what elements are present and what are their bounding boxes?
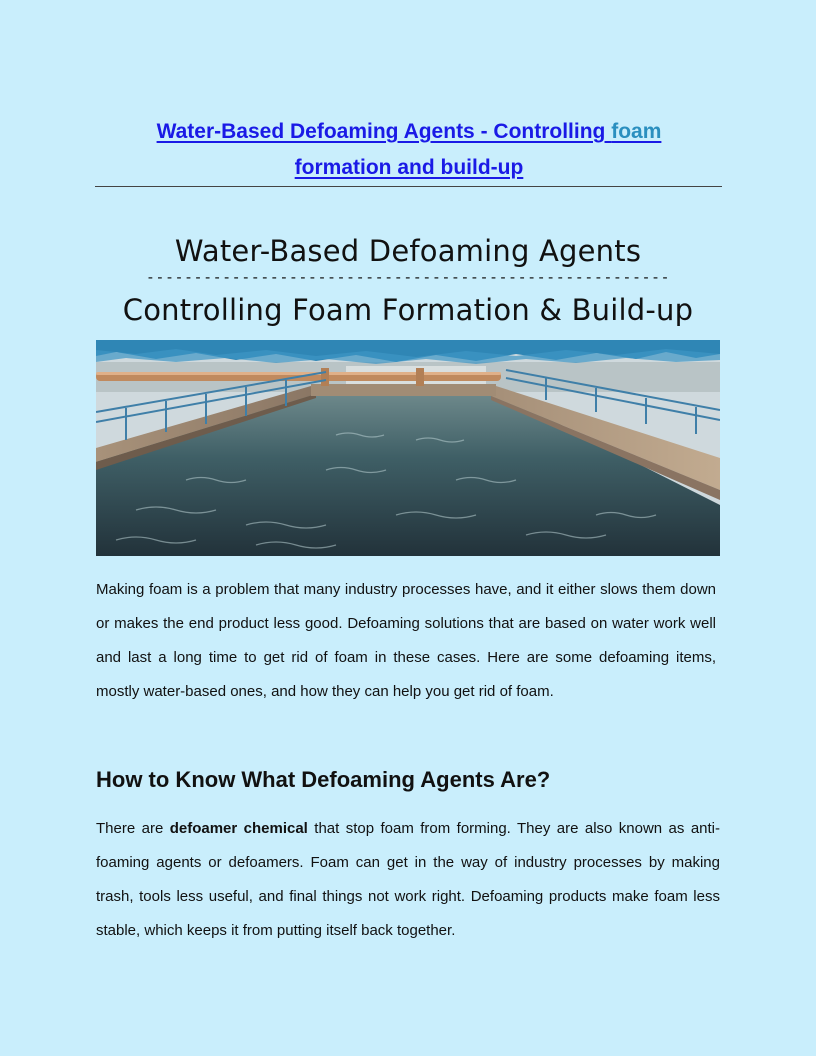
title-text-part3: formation and build-up <box>294 156 524 179</box>
title-link[interactable] <box>157 120 662 179</box>
section-paragraph <box>96 812 720 948</box>
intro-paragraph: Making foam is a problem that many industry processes have, and it either slows them down or makes the end product less good. Defoaming solutions that are based on water work well and last a long time to get rid of foam in these cases. Here are some defoaming items, mostly water-based ones, and how they can help you get rid of foam. <box>96 581 716 700</box>
banner-heading-line2: Controlling Foam Formation & Build-up <box>122 293 694 327</box>
section-heading: How to Know What Defoaming Agents Are? <box>96 767 551 792</box>
section-paragraph-rest: that stop foam from forming. They are also known as anti-foaming agents or defoamers. Foam can get in the way of industry processes by making trash, tools less useful, and final things not work right. Defoaming products make foam less stable, which keeps it from putting itself back together. <box>96 820 720 939</box>
banner-dash-separator: ------------------------------------------------------- <box>145 268 671 286</box>
water-treatment-photo <box>96 340 720 556</box>
title-text-part1: Water-Based Defoaming Agents - Controlling <box>156 120 612 143</box>
title-divider <box>95 186 722 187</box>
title-text-part2: foam <box>611 120 662 143</box>
defoamer-chemical-term: defoamer chemical <box>169 820 308 837</box>
document-title <box>96 114 722 186</box>
section-paragraph-lead: There are <box>96 820 170 837</box>
banner-heading-line1: Water-Based Defoaming Agents <box>174 234 642 268</box>
